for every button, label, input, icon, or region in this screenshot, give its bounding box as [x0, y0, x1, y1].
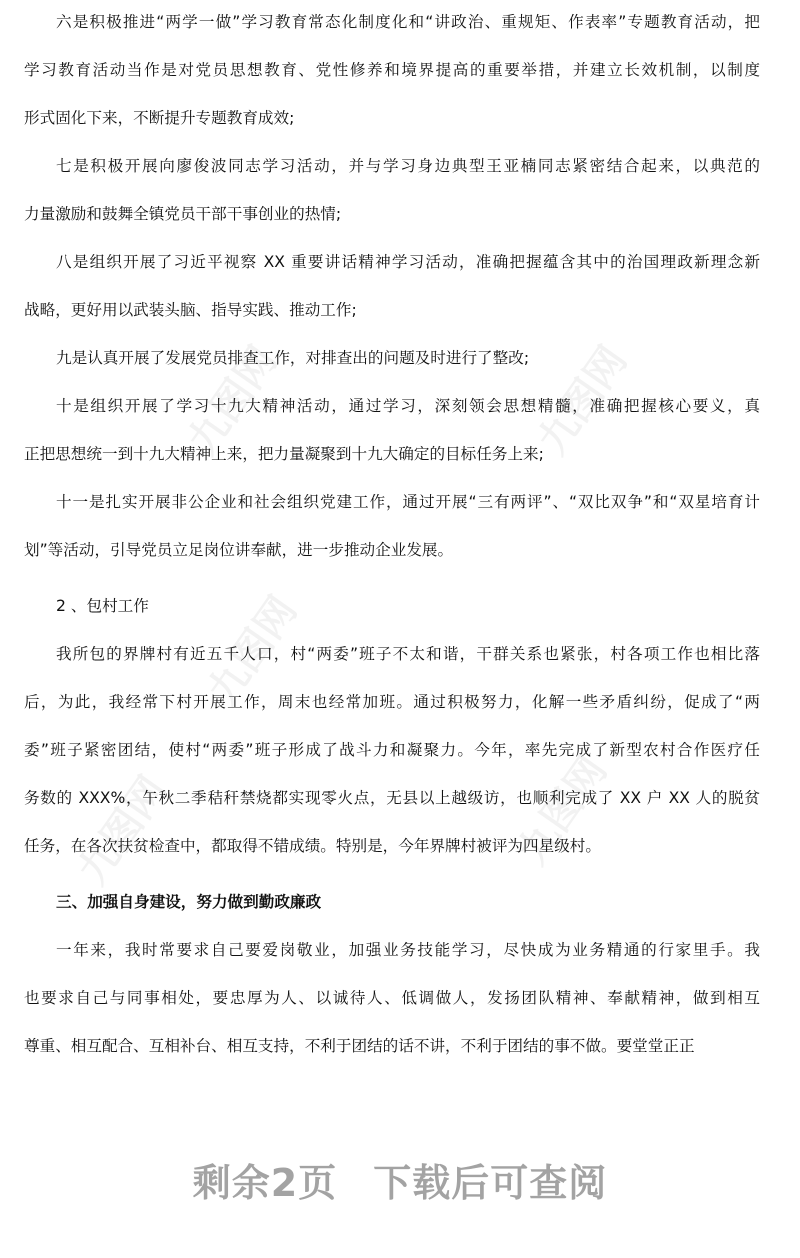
- paragraph-line: 十是组织开展了学习十九大精神活动，通过学习，深刻领会思想精髓，准确把握核心要义，真: [56, 397, 760, 415]
- paragraph-line: 六是积极推进“两学一做”学习教育常态化制度化和“讲政治、重规矩、作表率”专题教育活动，把: [56, 13, 760, 31]
- section-heading: 2 、包村工作: [56, 597, 149, 615]
- paragraph-line: 也要求自己与同事相处，要忠厚为人、以诚待人、低调做人，发扬团队精神、奉献精神，做到相互: [24, 989, 760, 1007]
- paragraph-line: 学习教育活动当作是对党员思想教育、党性修养和境界提高的重要举措，并建立长效机制，以制度: [24, 61, 760, 79]
- watermark: 九图网: [179, 338, 287, 463]
- paragraph-line: 九是认真开展了发展党员排查工作，对排查出的问题及时进行了整改;: [56, 349, 530, 367]
- section-heading: 三、加强自身建设，努力做到勤政廉政: [56, 893, 322, 911]
- watermark: 九图网: [69, 768, 177, 893]
- watermark: 九图网: [199, 588, 307, 713]
- paragraph-line: 委”班子紧密团结，使村“两委”班子形成了战斗力和凝聚力。今年，率先完成了新型农村合作医疗任: [24, 741, 760, 759]
- paragraph-line: 务数的 XXX%，午秋二季秸秆禁烧都实现零火点，无县以上越级访，也顺利完成了 XX 户 XX 人的脱贫: [24, 789, 760, 807]
- paragraph-line: 正把思想统一到十九大精神上来，把力量凝聚到十九大确定的目标任务上来;: [24, 445, 544, 463]
- paragraph-line: 八是组织开展了习近平视察 XX 重要讲话精神学习活动，准确把握蕴含其中的治国理政新理念新: [56, 253, 760, 271]
- paragraph-line: 形式固化下来，不断提升专题教育成效;: [24, 109, 295, 127]
- paragraph-line: 尊重、相互配合、互相补台、相互支持，不利于团结的话不讲，不利于团结的事不做。要堂堂正正: [24, 1037, 695, 1055]
- watermark: 九图网: [509, 748, 617, 873]
- paragraph-line: 十一是扎实开展非公企业和社会组织党建工作，通过开展“三有两评”、“双比双争”和“双星培育计: [56, 493, 760, 511]
- document-body: [24, 0, 760, 1070]
- watermark: 九图网: [529, 338, 637, 463]
- remaining-pages-label: 剩余2页: [192, 1161, 338, 1205]
- paragraph-line: 任务，在各次扶贫检查中，都取得不错成绩。特别是，今年界牌村被评为四星级村。: [24, 837, 601, 855]
- paragraph-line: 七是积极开展向廖俊波同志学习活动，并与学习身边典型王亚楠同志紧密结合起来，以典范的: [56, 157, 760, 175]
- paragraph-line: 我所包的界牌村有近五千人口，村“两委”班子不太和谐，干群关系也紧张，村各项工作也相比落: [56, 645, 760, 663]
- download-prompt[interactable]: [0, 1152, 800, 1207]
- paragraph-line: 一年来，我时常要求自己要爱岗敬业，加强业务技能学习，尽快成为业务精通的行家里手。我: [56, 941, 760, 959]
- paragraph-line: 后，为此，我经常下村开展工作，周末也经常加班。通过积极努力，化解一些矛盾纠纷，促成了“两: [24, 693, 760, 711]
- download-to-view-label: 下载后可查阅: [373, 1161, 608, 1205]
- paragraph-line: 划”等活动，引导党员立足岗位讲奉献，进一步推动企业发展。: [24, 541, 454, 559]
- paragraph-line: 力量激励和鼓舞全镇党员干部干事创业的热情;: [24, 205, 342, 223]
- paragraph-line: 战略，更好用以武装头脑、指导实践、推动工作;: [24, 301, 357, 319]
